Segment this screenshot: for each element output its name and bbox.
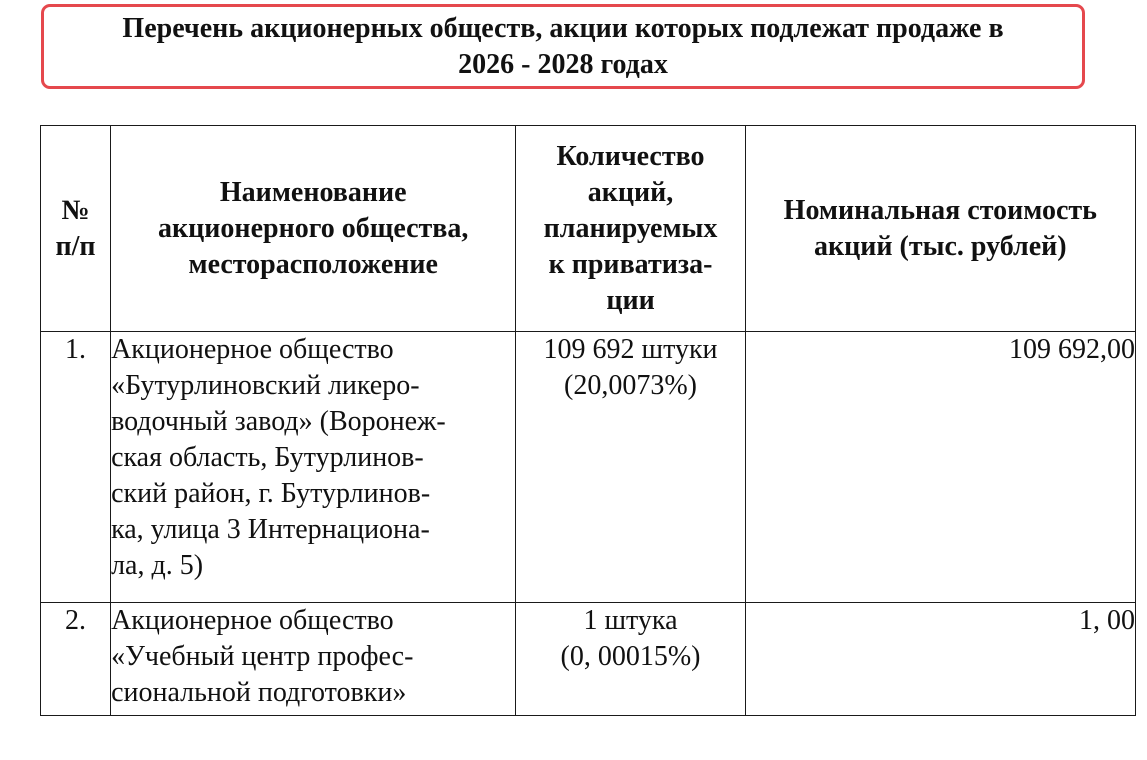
table-header-row xyxy=(41,126,1136,332)
joint-stock-companies-table xyxy=(40,125,1136,716)
table-row xyxy=(41,603,1136,716)
table-header xyxy=(41,126,1136,332)
header-company-name: Наименование акционерного общества, месторасположение xyxy=(111,126,516,332)
row-share-quantity: 109 692 штуки (20,0073%) xyxy=(516,332,745,603)
header-nominal-value: Номинальная стоимость акций (тыс. рублей) xyxy=(745,126,1135,332)
document-title-line-1: Перечень акционерных обществ, акции которых подлежат продаже в xyxy=(122,12,1004,44)
document-title xyxy=(41,4,1085,89)
table-row xyxy=(41,332,1136,603)
row-number: 2. xyxy=(41,603,111,716)
header-number: № п/п xyxy=(41,126,111,332)
row-number: 1. xyxy=(41,332,111,603)
row-nominal-value: 1, 00 xyxy=(745,603,1135,716)
header-share-quantity: Количество акций, планируемых к приватиза- ции xyxy=(516,126,745,332)
document-title-line-2: 2026 - 2028 годах xyxy=(458,48,668,80)
row-share-quantity: 1 штука (0, 00015%) xyxy=(516,603,745,716)
row-company-name: Акционерное общество «Учебный центр профес- сиональной подготовки» xyxy=(111,603,516,716)
row-company-name: Акционерное общество «Бутурлиновский ликеро- водочный завод» (Воронеж- ская область, Бутурлинов- ский район, г. Бутурлинов- ка, улица 3 Интернациона- ла, д. 5) xyxy=(111,332,516,603)
row-nominal-value: 109 692,00 xyxy=(745,332,1135,603)
